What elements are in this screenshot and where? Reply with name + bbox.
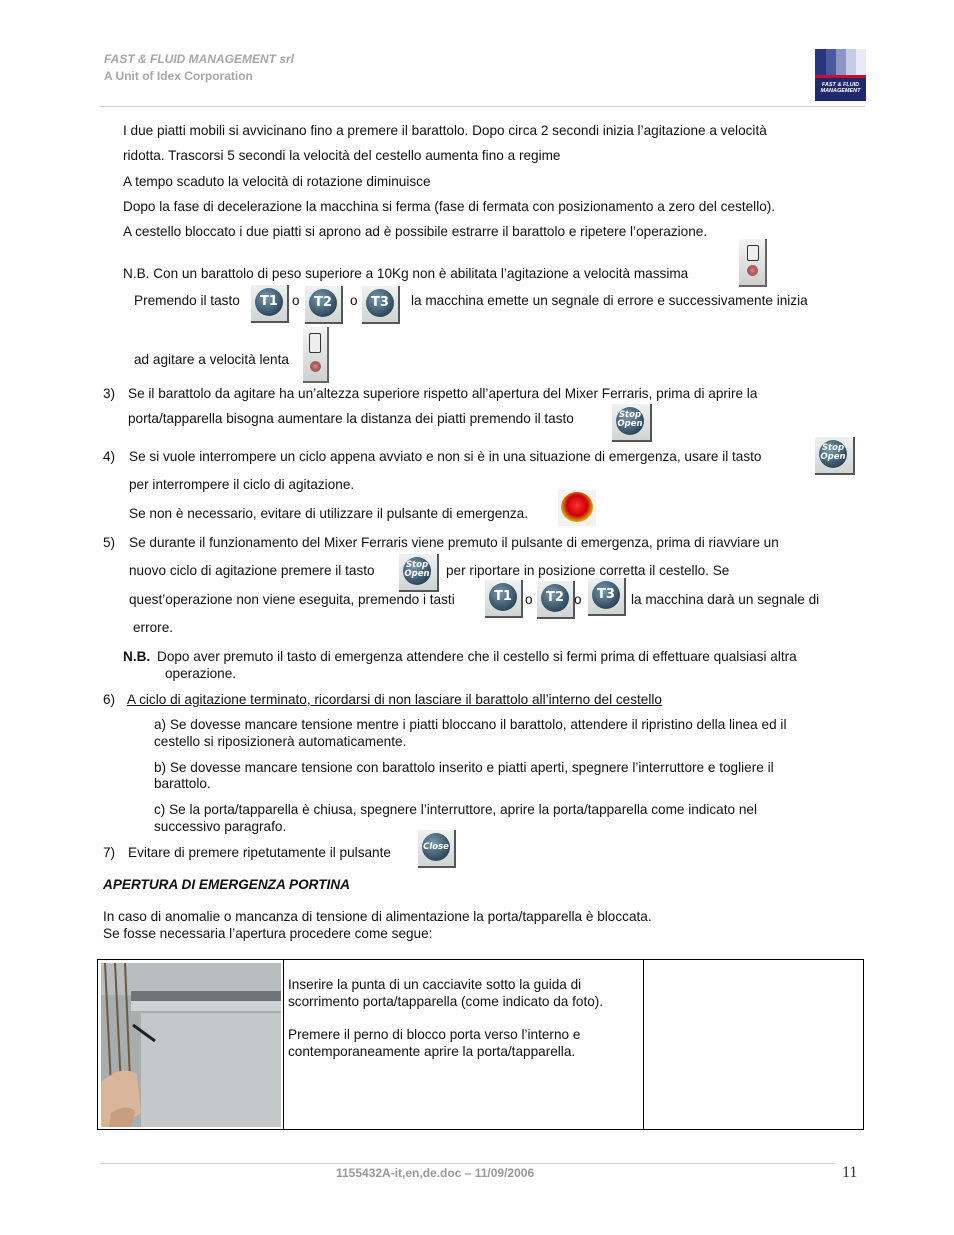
company-subtitle: A Unit of Idex Corporation	[104, 69, 253, 83]
stop-open-key-icon: Stop Open	[815, 437, 855, 475]
item-5-text: quest’operazione non viene eseguita, premendo i tasti	[129, 592, 455, 607]
item-5-text: errore.	[133, 620, 174, 635]
or-text: o	[350, 293, 358, 308]
note-text: operazione.	[165, 666, 237, 681]
item-5-text: per riportare in posizione corretta il cestello. Se	[446, 563, 730, 578]
item-4-text: Se si vuole interrompere un ciclo appena avviato e non si è in una situazione di emergenza, usare il tasto	[129, 449, 762, 464]
item-number: 5)	[103, 535, 116, 550]
item-number: 7)	[103, 845, 116, 860]
note-end: ad agitare a velocità lenta	[134, 352, 289, 367]
instruction-text: Premere il perno di blocco porta verso l’interno e	[288, 1027, 581, 1042]
item-6a-text: a) Se dovesse mancare tensione mentre i piatti bloccano il barattolo, attendere il ripristino della linea ed il	[154, 717, 787, 732]
paragraph: A cestello bloccato i due piatti si aprono ad è possibile estrarre il barattolo e ripetere l’operazione.	[123, 224, 708, 239]
instruction-cell	[284, 960, 644, 1129]
paragraph: Dopo la fase di decelerazione la macchina si ferma (fase di fermata con posizionamento a zero del cestello).	[123, 199, 776, 214]
or-text: o	[292, 293, 300, 308]
item-6a-text: cestello si riposizionerà automaticamente.	[154, 734, 407, 749]
item-6c-text: successivo paragrafo.	[154, 819, 287, 834]
item-5-text: Se durante il funzionamento del Mixer Ferraris viene premuto il pulsante di emergenza, prima di riavviare un	[129, 535, 779, 550]
instruction-text: contemporaneamente aprire la porta/tapparella.	[288, 1044, 576, 1059]
item-number: 3)	[103, 386, 116, 401]
t3-key-icon: T3	[362, 286, 400, 324]
item-3-text: porta/tapparella bisogna aumentare la distanza dei piatti premendo il tasto	[128, 411, 574, 426]
instruction-text: scorrimento porta/tapparella (come indicato da foto).	[288, 994, 604, 1009]
item-6c-text: c) Se la porta/tapparella è chiusa, spegnere l’interruttore, aprire la porta/tapparella come indicato nel	[154, 802, 757, 817]
t2-key-icon: T2	[537, 581, 575, 619]
note-text: Dopo aver premuto il tasto di emergenza attendere che il cestello si fermi prima di effettuare qualsiasi altra	[157, 649, 797, 664]
note-weight: N.B. Con un barattolo di peso superiore a 10Kg non è abilitata l’agitazione a velocità massima	[123, 266, 689, 281]
paragraph: I due piatti mobili si avvicinano fino a premere il barattolo. Dopo circa 2 secondi inizia l’agitazione a velocità	[123, 123, 767, 138]
page-number: 11	[842, 1164, 858, 1181]
section-title: APERTURA DI EMERGENZA PORTINA	[103, 877, 350, 892]
header-divider	[100, 106, 865, 107]
emergency-button-icon	[558, 490, 596, 526]
slow-speed-jar-icon	[303, 327, 329, 383]
document-reference: 1155432A-it,en,de.doc – 11/09/2006	[336, 1166, 535, 1180]
item-7-text: Evitare di premere ripetutamente il pulsante	[128, 845, 391, 860]
t1-key-icon: T1	[485, 580, 523, 618]
paragraph: A tempo scaduto la velocità di rotazione diminuisce	[123, 174, 431, 189]
item-6b-text: barattolo.	[154, 776, 211, 791]
item-5-text: la macchina darà un segnale di	[631, 592, 820, 607]
note-press: Premendo il tasto	[134, 293, 240, 308]
stop-open-key-icon: Stop Open	[399, 554, 439, 592]
close-key-icon: Close	[418, 830, 456, 868]
stop-open-key-icon: Stop Open	[612, 404, 652, 442]
item-6-text: A ciclo di agitazione terminato, ricordarsi di non lasciare il barattolo all’interno del cestello	[127, 692, 662, 707]
instruction-table	[97, 959, 864, 1130]
note-label: N.B.	[123, 649, 151, 664]
t1-key-icon: T1	[251, 285, 289, 323]
item-number: 6)	[103, 692, 116, 707]
instruction-text: Inserire la punta di un cacciavite sotto la guida di	[288, 977, 582, 992]
item-4-text: Se non è necessario, evitare di utilizzare il pulsante di emergenza.	[129, 506, 528, 521]
company-name: FAST & FLUID MANAGEMENT srl	[104, 52, 295, 66]
door-photo	[101, 963, 281, 1127]
slow-speed-jar-icon	[739, 239, 767, 287]
photo-cell	[98, 960, 284, 1129]
empty-cell	[644, 960, 863, 1129]
footer-divider	[100, 1163, 835, 1164]
section-text: Se fosse necessaria l’apertura procedere come segue:	[103, 926, 433, 941]
item-4-text: per interrompere il ciclo di agitazione.	[129, 477, 355, 492]
item-6b-text: b) Se dovesse mancare tensione con barattolo inserito e piatti aperti, spegnere l’interruttore e togliere il	[154, 760, 774, 775]
company-logo	[815, 49, 866, 101]
item-3-text: Se il barattolo da agitare ha un’altezza superiore rispetto all’apertura del Mixer Ferraris, prima di aprire la	[128, 386, 758, 401]
note-tail: la macchina emette un segnale di errore e successivamente inizia	[411, 293, 808, 308]
section-text: In caso di anomalie o mancanza di tensione di alimentazione la porta/tapparella è bloccata.	[103, 909, 652, 924]
item-5-text: nuovo ciclo di agitazione premere il tasto	[129, 563, 375, 578]
logo-text: FAST & FLUID MANAGEMENT	[820, 82, 861, 94]
or-text: o	[525, 592, 533, 607]
t2-key-icon: T2	[305, 286, 343, 324]
t3-key-icon: T3	[588, 578, 626, 616]
item-number: 4)	[103, 449, 116, 464]
or-text: o	[574, 592, 582, 607]
paragraph: ridotta. Trascorsi 5 secondi la velocità del cestello aumenta fino a regime	[123, 148, 561, 163]
